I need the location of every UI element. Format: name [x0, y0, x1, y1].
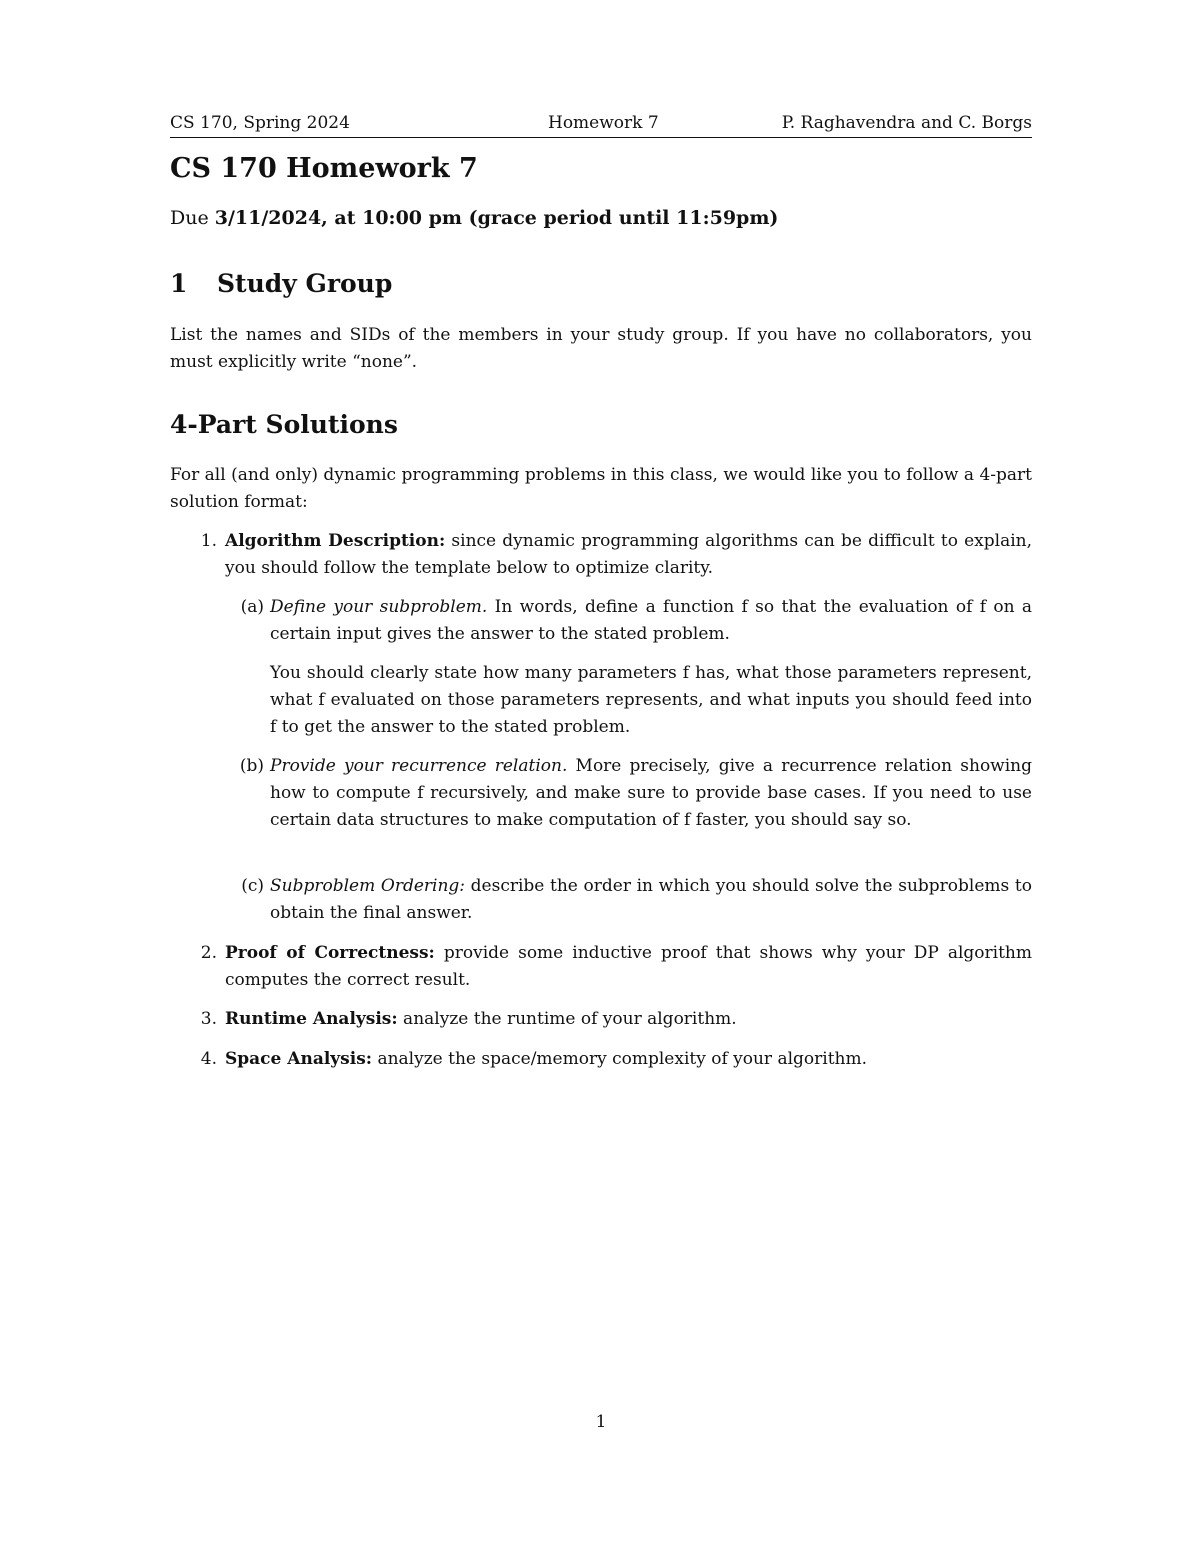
- sublist-marker: (b): [239, 756, 264, 776]
- sublist-marker: (c): [241, 876, 264, 896]
- header-assignment: Homework 7: [548, 113, 659, 133]
- list-marker: 2.: [200, 943, 217, 963]
- item-text: since dynamic programming algorithms can be difficult to explain, you should follow the template below to optimize clarity.: [225, 531, 1032, 578]
- due-date-line: [170, 204, 778, 232]
- item-label: Runtime Analysis:: [225, 1009, 398, 1029]
- list-item-proof-of-correctness: [200, 940, 1032, 994]
- document-title: CS 170 Homework 7: [170, 153, 478, 184]
- sublist-item-recurrence-relation: [239, 753, 1032, 834]
- subitem-text: In words, define a function f so that the evaluation of f on a certain input gives the answer to the stated problem.: [270, 597, 1032, 644]
- four-part-intro: For all (and only) dynamic programming problems in this class, we would like you to follow a 4-part solution format:: [170, 465, 1032, 512]
- study-group-instructions: List the names and SIDs of the members in your study group. If you have no collaborators, you must explicitly write “none”.: [170, 325, 1032, 372]
- due-date: 3/11/2024, at 10:00 pm: [214, 207, 463, 229]
- due-prefix: Due: [170, 207, 215, 229]
- list-marker: 3.: [200, 1009, 217, 1029]
- list-item-algorithm-description: [200, 528, 1032, 582]
- sublist-item-extra-paragraph: You should clearly state how many parameters f has, what those parameters represent, what f evaluated on those parameters represents, and what inputs you should feed into f to get the answer to the stated problem.: [270, 663, 1032, 737]
- item-label: Algorithm Description:: [225, 531, 446, 551]
- subitem-label: Define your subproblem.: [270, 597, 488, 617]
- sublist-marker: (a): [240, 597, 264, 617]
- list-marker: 1.: [200, 531, 217, 551]
- list-item-runtime-analysis: [200, 1006, 1032, 1033]
- item-text: analyze the runtime of your algorithm.: [397, 1009, 737, 1029]
- list-item-space-analysis: [200, 1046, 1032, 1073]
- section-number: 1: [170, 269, 188, 298]
- sublist-item-subproblem-ordering: [241, 873, 1032, 927]
- item-text: analyze the space/memory complexity of your algorithm.: [372, 1049, 868, 1069]
- section-title: Study Group: [217, 269, 393, 298]
- document-page: [170, 0, 1032, 1553]
- section-heading-study-group: [170, 267, 392, 301]
- grace-period: (grace period until 11:59pm): [462, 207, 779, 229]
- header-course: CS 170, Spring 2024: [170, 113, 350, 133]
- list-marker: 4.: [200, 1049, 217, 1069]
- page-number: 1: [595, 1412, 607, 1432]
- item-label: Proof of Correctness:: [225, 943, 435, 963]
- item-label: Space Analysis:: [225, 1049, 373, 1069]
- subitem-label: Subproblem Ordering:: [270, 876, 466, 896]
- subitem-text: describe the order in which you should solve the subproblems to obtain the final answer.: [270, 876, 1032, 923]
- section-heading-four-part-solutions: 4-Part Solutions: [170, 410, 398, 439]
- subitem-text: More precisely, give a recurrence relation showing how to compute f recursively, and make sure to provide base cases. If you need to use certain data structures to make computation of f faster, you should say so.: [270, 756, 1032, 830]
- header-instructors: P. Raghavendra and C. Borgs: [781, 113, 1032, 133]
- item-text: provide some inductive proof that shows why your DP algorithm computes the correct result.: [225, 943, 1032, 990]
- subitem-label: Provide your recurrence relation.: [270, 756, 568, 776]
- sublist-item-define-subproblem: [240, 594, 1032, 648]
- running-header: [170, 111, 1032, 138]
